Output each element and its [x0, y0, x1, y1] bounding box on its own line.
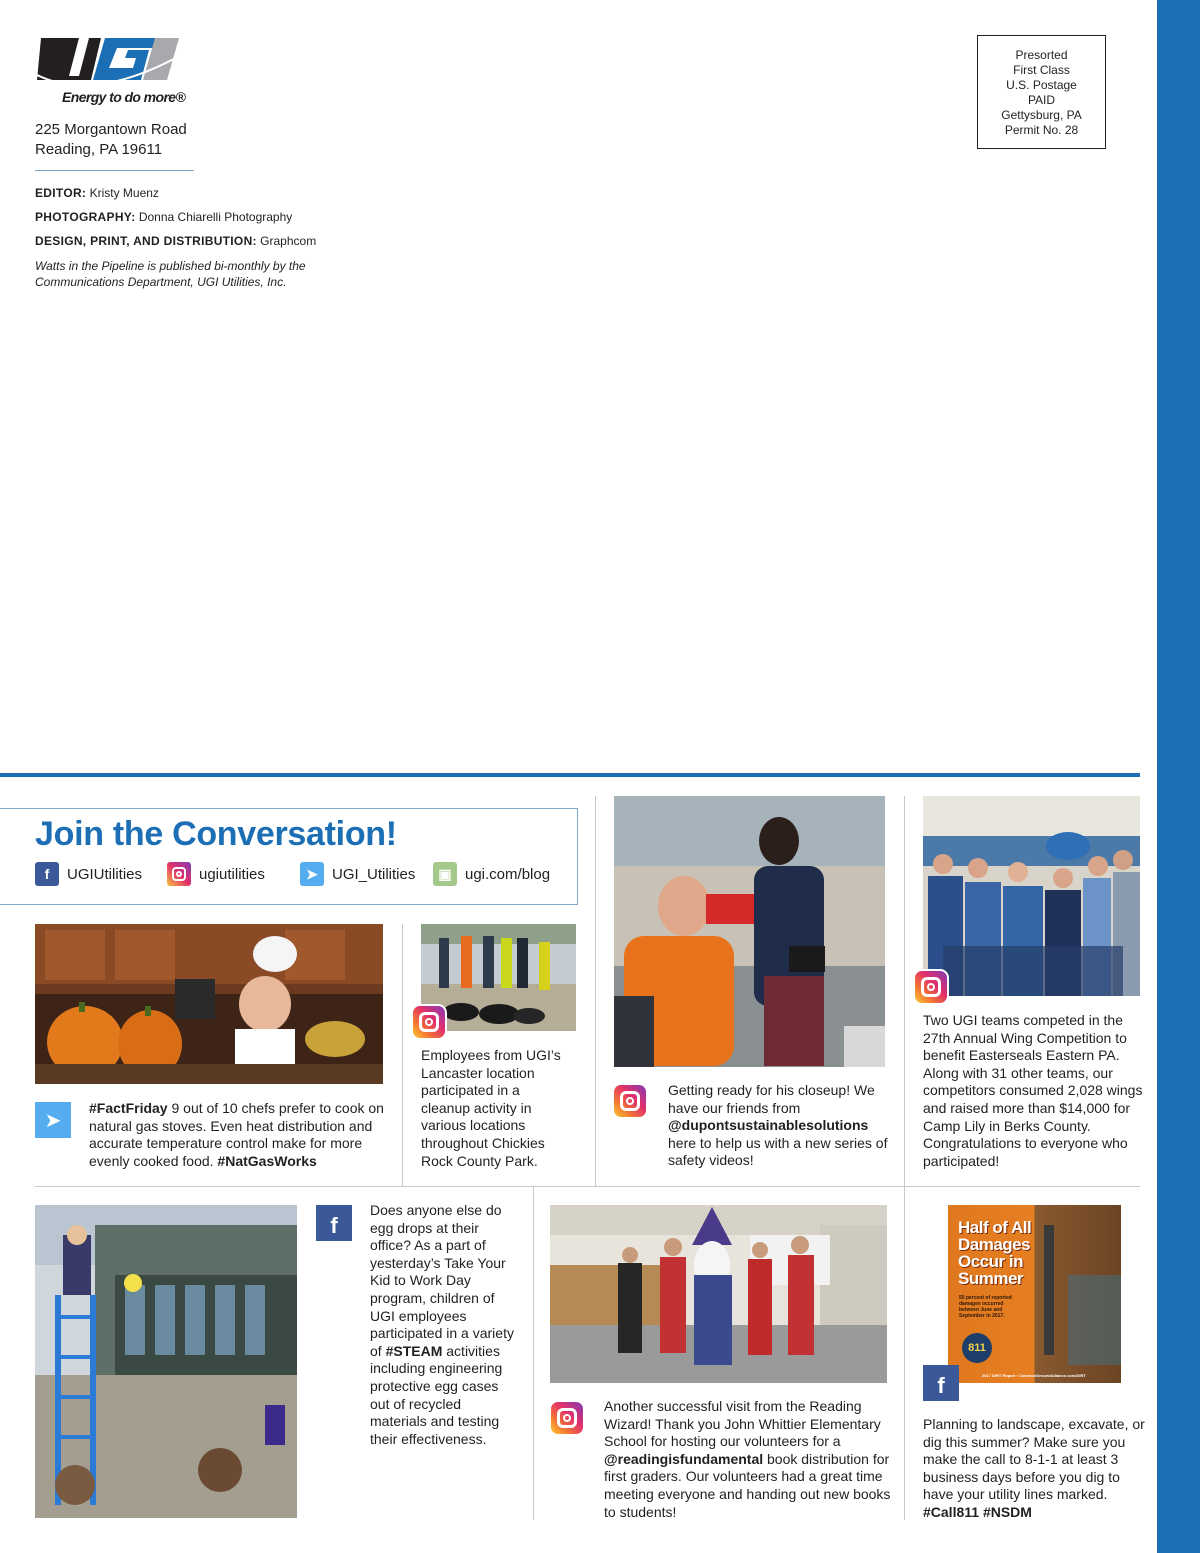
post-egg-drop: Does anyone else do egg drops at their office? As a part of yesterday’s Take Your Kid to Work Day program, children of UGI employees participated in a variety of #STEAM activities including engineering protective egg cases out of recycled materials and testing their effectiveness. [370, 1202, 514, 1447]
address-line: Reading, PA 19611 [35, 141, 163, 158]
twitter-icon: ➤ [300, 862, 324, 886]
makeup-closeup-photo [614, 796, 885, 1067]
instagram-icon [612, 1083, 648, 1119]
side-color-band [1157, 0, 1200, 1553]
instagram-link[interactable]: ugiutilities [167, 862, 265, 886]
instagram-icon [167, 862, 191, 886]
design-credit: DESIGN, PRINT, AND DISTRIBUTION: Graphcom [35, 234, 317, 248]
reading-wizard-photo [550, 1205, 887, 1383]
instagram-icon [549, 1400, 585, 1436]
post-wing-competition: Two UGI teams competed in the 27th Annual Wing Competition to benefit Easterseals Eastern PA. Along with 31 other teams, our competitors consumed 2,028 wings and raised more than $14,000 for Camp Lily in Berks County. Congratulations to everyone who participated! [923, 1012, 1143, 1169]
poster-headline: Half of All Damages Occur in Summer [958, 1218, 1032, 1288]
postage-indicia: Presorted First Class U.S. Postage PAID Gettysburg, PA Permit No. 28 [977, 35, 1106, 149]
facebook-link[interactable]: f UGIUtilities [35, 862, 142, 886]
editor-credit: EDITOR: Kristy Muenz [35, 186, 159, 200]
post-factfriday: #FactFriday 9 out of 10 chefs prefer to cook on natural gas stoves. Even heat distribution and accurate temperature control make for more evenly cooked food. #NatGasWorks [89, 1100, 384, 1169]
divider [35, 170, 194, 171]
photography-credit: PHOTOGRAPHY: Donna Chiarelli Photography [35, 210, 293, 224]
grid-divider [904, 1186, 905, 1520]
twitter-icon: ➤ [35, 1102, 71, 1138]
wing-competition-photo [923, 796, 1140, 996]
return-address [35, 120, 187, 160]
blog-icon: ▣ [433, 862, 457, 886]
chef-kitchen-photo [35, 924, 383, 1084]
post-lancaster-cleanup: Employees from UGI’s Lancaster location participated in a cleanup activity in various locations throughout Chickies Rock County Park. [421, 1047, 561, 1169]
blog-link[interactable]: ▣ ugi.com/blog [433, 862, 550, 886]
grid-divider [35, 1186, 1140, 1187]
facebook-icon: f [923, 1365, 959, 1401]
grid-divider [533, 1186, 534, 1520]
grid-divider [402, 924, 403, 1186]
poster-footer: 2017 DIRT Report • CommonGroundAlliance.com/DIRT [982, 1373, 1086, 1378]
poster-subtext: 50 percent of reported damages occurred between June and September in 2017. [959, 1295, 1012, 1319]
water-spray [1068, 1275, 1121, 1365]
shovel-shaft [1044, 1225, 1054, 1355]
join-title: Join the Conversation! [35, 815, 397, 853]
811-badge: 811 [962, 1333, 992, 1363]
section-divider [0, 773, 1140, 777]
logo-tagline: Energy to do more® [62, 89, 186, 105]
post-safety-videos: Getting ready for his closeup! We have our friends from @dupontsustainablesolutions here to help us with a new series of safety videos! [668, 1082, 888, 1169]
twitter-link[interactable]: ➤ UGI_Utilities [300, 862, 415, 886]
instagram-icon [913, 969, 949, 1005]
grid-divider [595, 796, 596, 1186]
instagram-icon [411, 1004, 447, 1040]
address-line: 225 Morgantown Road [35, 121, 187, 138]
post-call-811: Planning to landscape, excavate, or dig this summer? Make sure you make the call to 8-1-1 at least 3 business days before you dig to have your utility lines marked. #Call811 #NSDM [923, 1416, 1145, 1520]
publication-note: Watts in the Pipeline is published bi-monthly by the Communications Department, UGI Utilities, Inc. [35, 259, 306, 289]
call-811-poster [948, 1205, 1121, 1383]
facebook-icon: f [35, 862, 59, 886]
egg-drop-photo [35, 1205, 297, 1518]
facebook-icon: f [316, 1205, 352, 1241]
post-reading-wizard: Another successful visit from the Reading Wizard! Thank you John Whittier Elementary School for hosting our volunteers for a @readingisfundamental book distribution for first graders. Our volunteers had a great time meeting everyone and handing out new books to students! [604, 1398, 891, 1520]
grid-divider [904, 796, 905, 1186]
